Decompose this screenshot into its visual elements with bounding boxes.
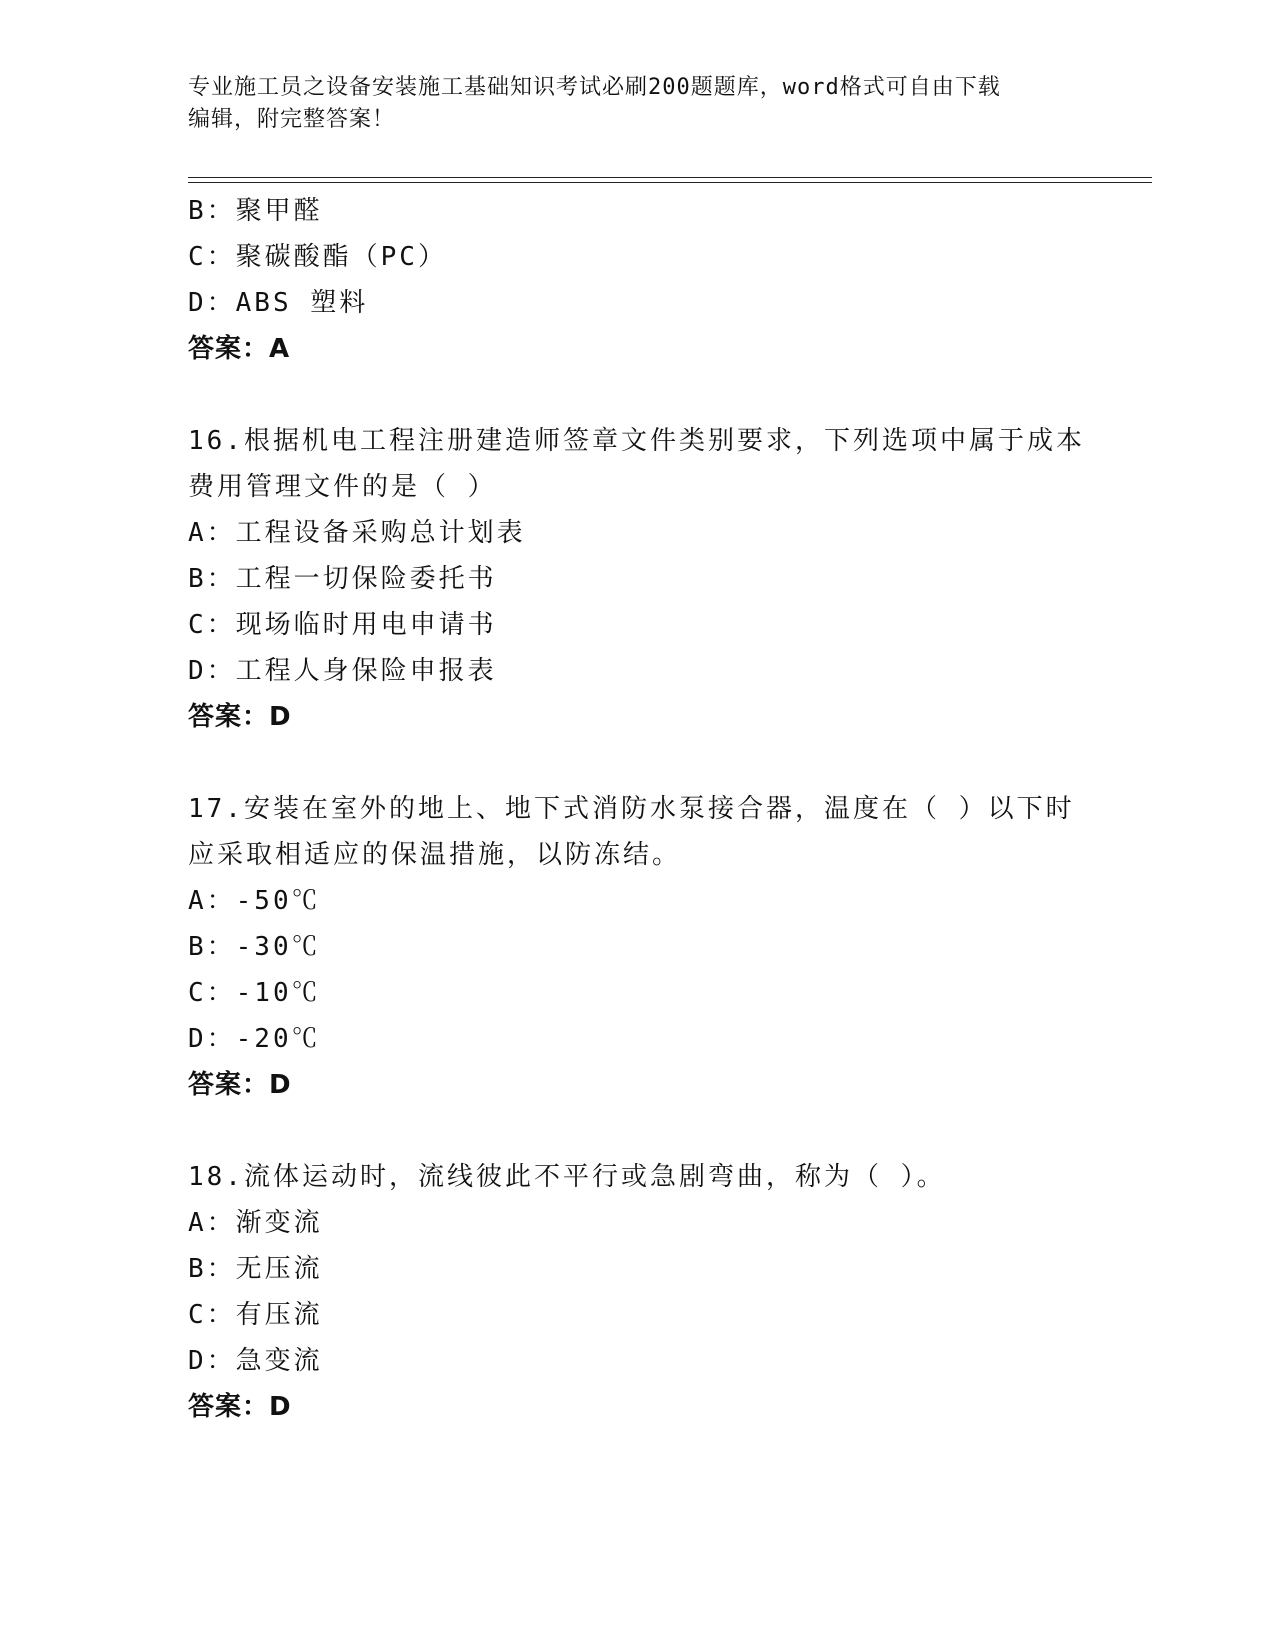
option-a: A：工程设备采购总计划表 <box>188 518 526 548</box>
question-text-line-1: 16.根据机电工程注册建造师签章文件类别要求，下列选项中属于成本 <box>188 426 1085 456</box>
spacer <box>188 372 1088 418</box>
question-18 <box>188 1154 1088 1430</box>
question-text-line-2: 应采取相适应的保温措施，以防冻结。 <box>188 840 682 870</box>
spacer <box>188 1108 1088 1154</box>
option-a: A：渐变流 <box>188 1208 323 1238</box>
document-header <box>188 72 1068 136</box>
option-b: B：无压流 <box>188 1254 323 1284</box>
header-title-line-1: 专业施工员之设备安装施工基础知识考试必刷200题题库，word格式可自由下载 <box>188 75 1001 100</box>
option-b: B：-30℃ <box>188 932 321 962</box>
header-title-line-2: 编辑，附完整答案！ <box>188 107 396 132</box>
header-divider-top <box>188 177 1152 178</box>
option-c: C：有压流 <box>188 1300 323 1330</box>
option-d: D：急变流 <box>188 1346 323 1376</box>
question-text-line-1: 18.流体运动时，流线彼此不平行或急剧弯曲，称为（ ）。 <box>188 1162 946 1192</box>
answer: 答案：D <box>188 1392 292 1422</box>
option-d: D：-20℃ <box>188 1024 321 1054</box>
option-d: D：工程人身保险申报表 <box>188 656 497 686</box>
question-15-tail <box>188 188 1088 372</box>
answer: 答案：A <box>188 334 291 364</box>
option-b: B：工程一切保险委托书 <box>188 564 497 594</box>
question-text-line-1: 17.安装在室外的地上、地下式消防水泵接合器，温度在（ ）以下时 <box>188 794 1075 824</box>
option-b: B：聚甲醛 <box>188 196 323 226</box>
option-a: A：-50℃ <box>188 886 321 916</box>
question-text-line-2: 费用管理文件的是（ ） <box>188 472 497 502</box>
option-c: C：-10℃ <box>188 978 321 1008</box>
spacer <box>188 740 1088 786</box>
header-divider-bottom <box>188 182 1152 183</box>
answer: 答案：D <box>188 702 292 732</box>
document-body <box>188 188 1088 1430</box>
question-17 <box>188 786 1088 1108</box>
question-16 <box>188 418 1088 740</box>
answer: 答案：D <box>188 1070 292 1100</box>
option-d: D：ABS 塑料 <box>188 288 369 318</box>
option-c: C：聚碳酸酯（PC） <box>188 242 447 272</box>
option-c: C：现场临时用电申请书 <box>188 610 497 640</box>
